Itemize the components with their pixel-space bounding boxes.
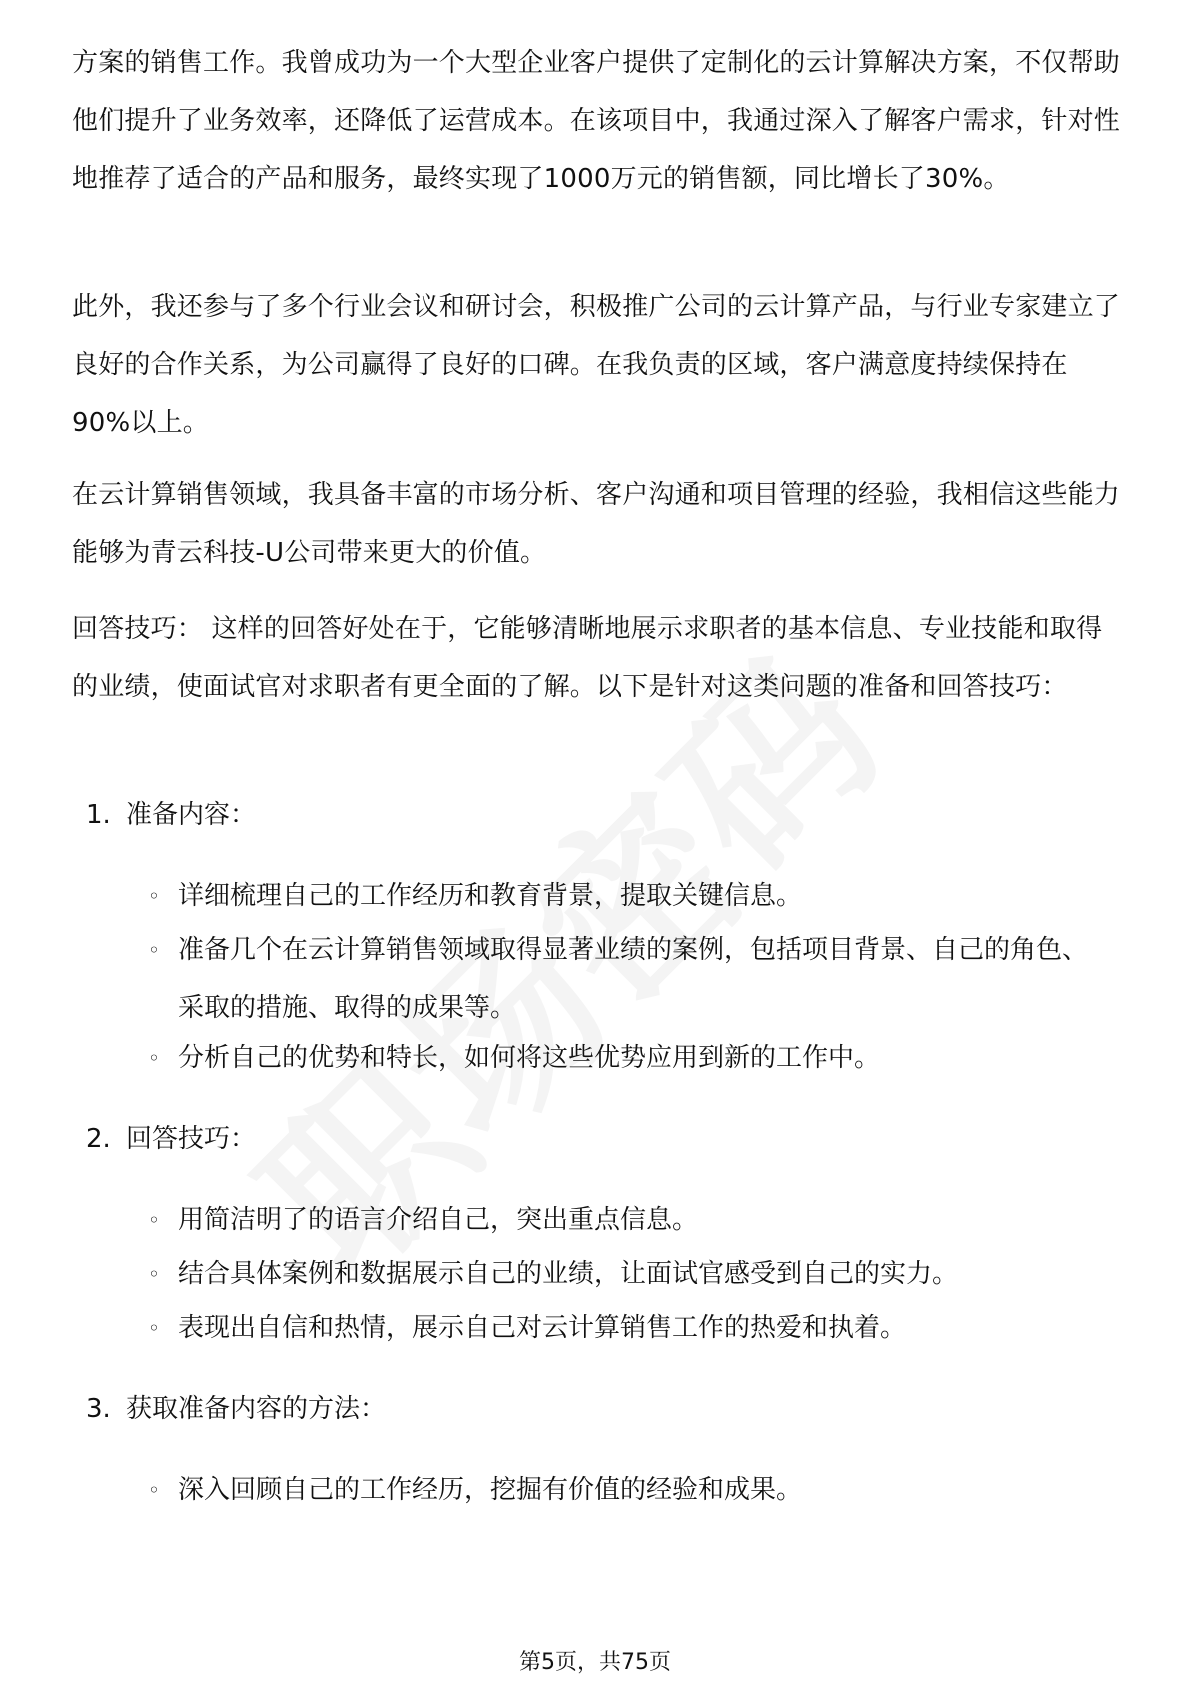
bullet-circle-icon: ◦ xyxy=(148,1262,160,1286)
list-item xyxy=(148,1191,1108,1249)
list-item-text: 详细梳理自己的工作经历和教育背景，提取关键信息。 xyxy=(178,881,803,911)
list-item xyxy=(148,867,1108,925)
bullet-circle-icon: ◦ xyxy=(148,884,160,908)
section-title: 回答技巧： xyxy=(126,1124,257,1154)
paragraph-sales-project: 方案的销售工作。我曾成功为一个大型企业客户提供了定制化的云计算解决方案，不仅帮助他们提升了业务效率，还降低了运营成本。在该项目中，我通过深入了解客户需求，针对性地推荐了适合的产品和服务，最终实现了1000万元的销售额，同比增长了30%。 xyxy=(72,48,1121,194)
bullet-circle-icon: ◦ xyxy=(148,1316,160,1340)
section-number: 2. xyxy=(86,1124,111,1154)
paragraph-industry-events: 此外，我还参与了多个行业会议和研讨会，积极推广公司的云计算产品，与行业专家建立了良好的合作关系，为公司赢得了良好的口碑。在我负责的区域，客户满意度持续保持在90%以上。 xyxy=(72,292,1121,438)
bullet-circle-icon: ◦ xyxy=(148,938,160,962)
list-item xyxy=(148,921,1108,1037)
section-title: 准备内容： xyxy=(126,800,257,830)
section-number: 3. xyxy=(86,1394,111,1424)
section-heading-answer-tips xyxy=(86,1110,256,1168)
list-item xyxy=(148,1245,1108,1303)
list-item xyxy=(148,1461,1108,1519)
list-item xyxy=(148,1299,1108,1357)
list-item xyxy=(148,1029,1108,1087)
bullet-circle-icon: ◦ xyxy=(148,1046,160,1070)
paragraph-experience-summary: 在云计算销售领域，我具备丰富的市场分析、客户沟通和项目管理的经验，我相信这些能力能够为青云科技-U公司带来更大的价值。 xyxy=(72,480,1121,568)
page-number-footer: 第5页，共75页 xyxy=(519,1650,671,1675)
list-item-text: 结合具体案例和数据展示自己的业绩，让面试官感受到自己的实力。 xyxy=(178,1259,959,1289)
list-item-text: 用简洁明了的语言介绍自己，突出重点信息。 xyxy=(178,1205,699,1235)
list-item-text: 深入回顾自己的工作经历，挖掘有价值的经验和成果。 xyxy=(178,1475,803,1505)
list-item-text: 准备几个在云计算销售领域取得显著业绩的案例，包括项目背景、自己的角色、采取的措施、取得的成果等。 xyxy=(178,935,1089,1023)
section-number: 1. xyxy=(86,800,111,830)
list-item-text: 分析自己的优势和特长，如何将这些优势应用到新的工作中。 xyxy=(178,1043,881,1073)
section-title: 获取准备内容的方法： xyxy=(126,1394,387,1424)
list-item-text: 表现出自信和热情，展示自己对云计算销售工作的热爱和执着。 xyxy=(178,1313,907,1343)
section-heading-prepare xyxy=(86,786,256,844)
bullet-circle-icon: ◦ xyxy=(148,1478,160,1502)
section-heading-methods xyxy=(86,1380,386,1438)
paragraph-answer-tips: 回答技巧： 这样的回答好处在于，它能够清晰地展示求职者的基本信息、专业技能和取得的业绩，使面试官对求职者有更全面的了解。以下是针对这类问题的准备和回答技巧： xyxy=(72,614,1103,702)
bullet-circle-icon: ◦ xyxy=(148,1208,160,1232)
